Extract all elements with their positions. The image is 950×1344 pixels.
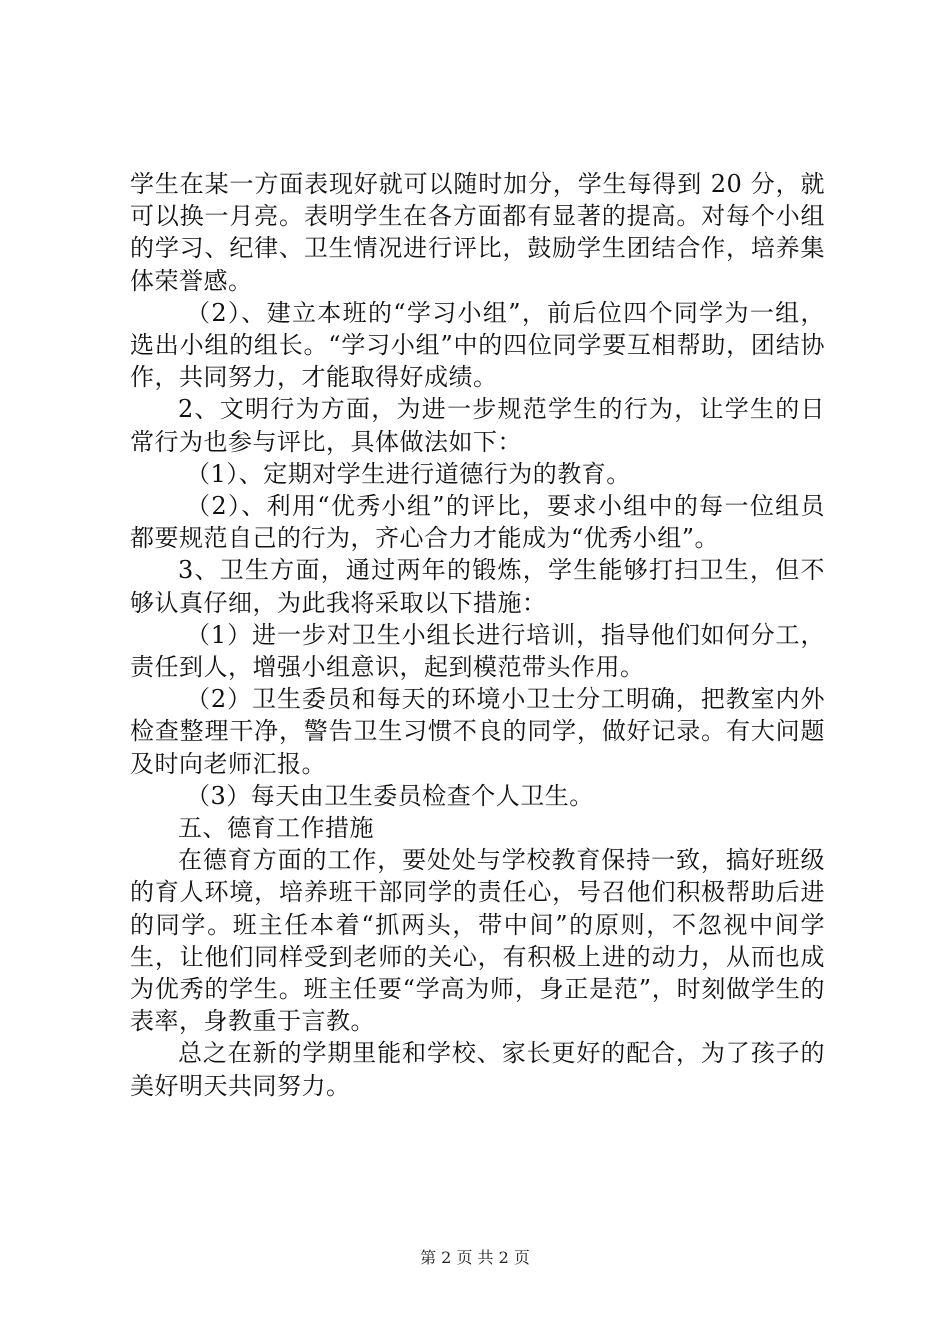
paragraph-5: （2）、利用“优秀小组”的评比，要求小组中的每一位组员都要规范自己的行为，齐心合力才能成为“优秀小组”。 xyxy=(130,492,825,553)
section-heading: 五、德育工作措施 xyxy=(178,814,374,843)
paragraph-8: （2）卫生委员和每天的环境小卫士分工明确，把教室内外检查整理干净，警告卫生习惯不良的同学，做好记录。有大问题及时向老师汇报。 xyxy=(130,685,825,778)
paragraph-3: 2、文明行为方面，为进一步规范学生的行为，让学生的日常行为也参与评比，具体做法如下： xyxy=(130,395,825,456)
paragraph-11: 在德育方面的工作，要处处与学校教育保持一致，搞好班级的育人环境，培养班干部同学的责任心，号召他们积极帮助后进的同学。班主任本着“抓两头，带中间”的原则，不忽视中间学生，让他们同样受到老师的关心，有积极上进的动力，从而也成为优秀的学生。班主任要“学高为师，身正是范”，时刻做学生的表率，身教重于言教。 xyxy=(130,846,825,1036)
paragraph-2: （2）、建立本班的“学习小组”，前后位四个同学为一组，选出小组的组长。“学习小组”中的四位同学要互相帮助，团结协作，共同努力，才能取得好成绩。 xyxy=(130,298,825,392)
paragraph-12: 总之在新的学期里能和学校、家长更好的配合，为了孩子的美好明天共同努力。 xyxy=(130,1039,825,1100)
paragraph-9: （3）每天由卫生委员检查个人卫生。 xyxy=(186,781,594,810)
paragraph-1: 学生在某一方面表现好就可以随时加分，学生每得到 20 分，就可以换一月亮。表明学生在各方面都有显著的提高。对每个小组的学习、纪律、卫生情况进行评比，鼓励学生团结合作，培养集体荣誉感。 xyxy=(130,170,825,295)
page-footer: 第 2 页 共 2 页 xyxy=(420,1248,530,1267)
document-body xyxy=(130,168,825,1102)
paragraph-6: 3、卫生方面，通过两年的锻炼，学生能够打扫卫生，但不够认真仔细，为此我将采取以下措施： xyxy=(130,556,825,617)
paragraph-4: （1）、定期对学生进行道德行为的教育。 xyxy=(186,459,631,488)
paragraph-7: （1）进一步对卫生小组长进行培训，指导他们如何分工，责任到人，增强小组意识，起到模范带头作用。 xyxy=(130,620,825,682)
